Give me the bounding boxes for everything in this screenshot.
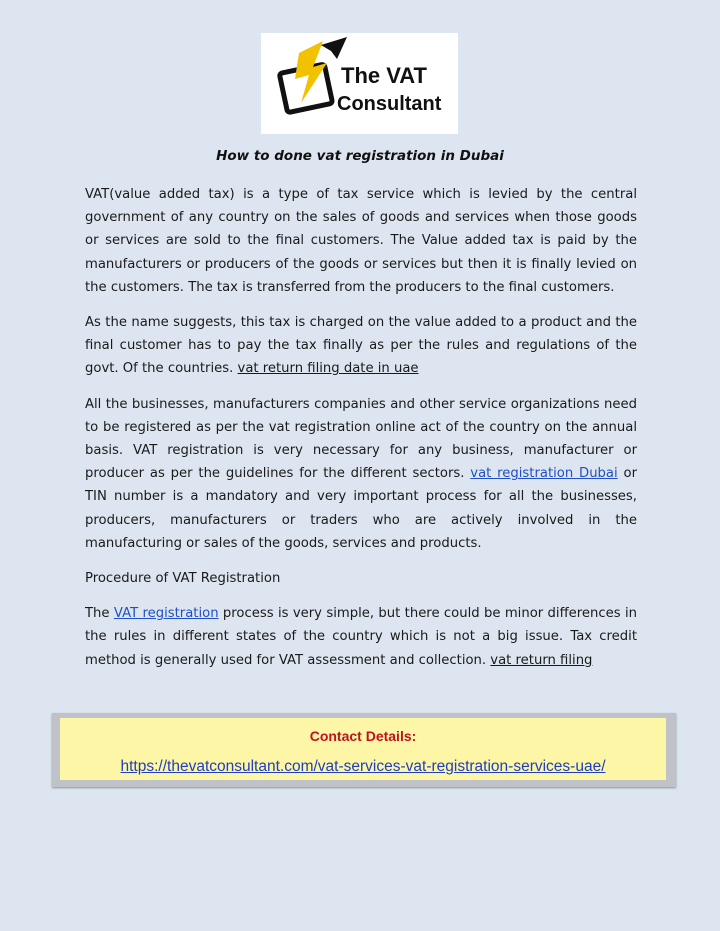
paragraph-5 [85, 602, 637, 672]
vat-return-filing-date-link[interactable]: vat return filing date in uae [237, 361, 419, 377]
company-logo [261, 33, 458, 134]
article-title: How to done vat registration in Dubai [216, 148, 504, 164]
article-body [85, 183, 637, 684]
contact-details-box [52, 713, 676, 787]
vat-return-filing-link[interactable]: vat return filing [490, 652, 593, 668]
vat-registration-dubai-link[interactable]: vat registration Dubai [470, 466, 618, 482]
contact-details-panel [60, 718, 666, 780]
lightning-checkbox-logo-icon [261, 33, 458, 134]
paragraph-5-text-b: process is very simple, but there could be minor differences in the rules in different states of the country which is not a big issue. Tax credit method is generally used for VAT assessment and collection. [85, 606, 637, 668]
paragraph-2 [85, 311, 637, 381]
svg-text:The VAT: The VAT [341, 63, 427, 88]
paragraph-5-text-a: The [85, 606, 114, 622]
vat-registration-link[interactable]: VAT registration [113, 606, 219, 622]
paragraph-2-text: As the name suggests, this tax is charged on the value added to a product and the final customer has to pay the tax finally as per the rules and regulations of the govt. Of the countries. [85, 315, 637, 377]
svg-text:Consultant: Consultant [337, 93, 442, 115]
section-heading-procedure: Procedure of VAT Registration [85, 571, 281, 587]
contact-details-title: Contact Details: [309, 728, 417, 744]
paragraph-1: VAT(value added tax) is a type of tax service which is levied by the central government of any country on the sales of goods and services when those goods or services are sold to the final customers. The Value added tax is paid by the manufacturers or producers of the goods or services but then it is finally levied on the customers. The tax is transferred from the producers to the final customers. [85, 187, 637, 295]
paragraph-3-text-b: or TIN number is a mandatory and very important process for all the businesses, producers, manufacturers or traders who are actively involved in the manufacturing or sales of the goods, services and products. [85, 466, 637, 551]
paragraph-3-text-a: All the businesses, manufacturers companies and other service organizations need to be registered as per the vat registration online act of the country on the annual basis. VAT registration is very necessary for any business, manufacturer or producer as per the guidelines for the different sectors. [85, 396, 637, 482]
paragraph-3 [85, 393, 637, 555]
contact-website-link[interactable]: https://thevatconsultant.com/vat-services-vat-registration-services-uae/ [120, 758, 606, 775]
